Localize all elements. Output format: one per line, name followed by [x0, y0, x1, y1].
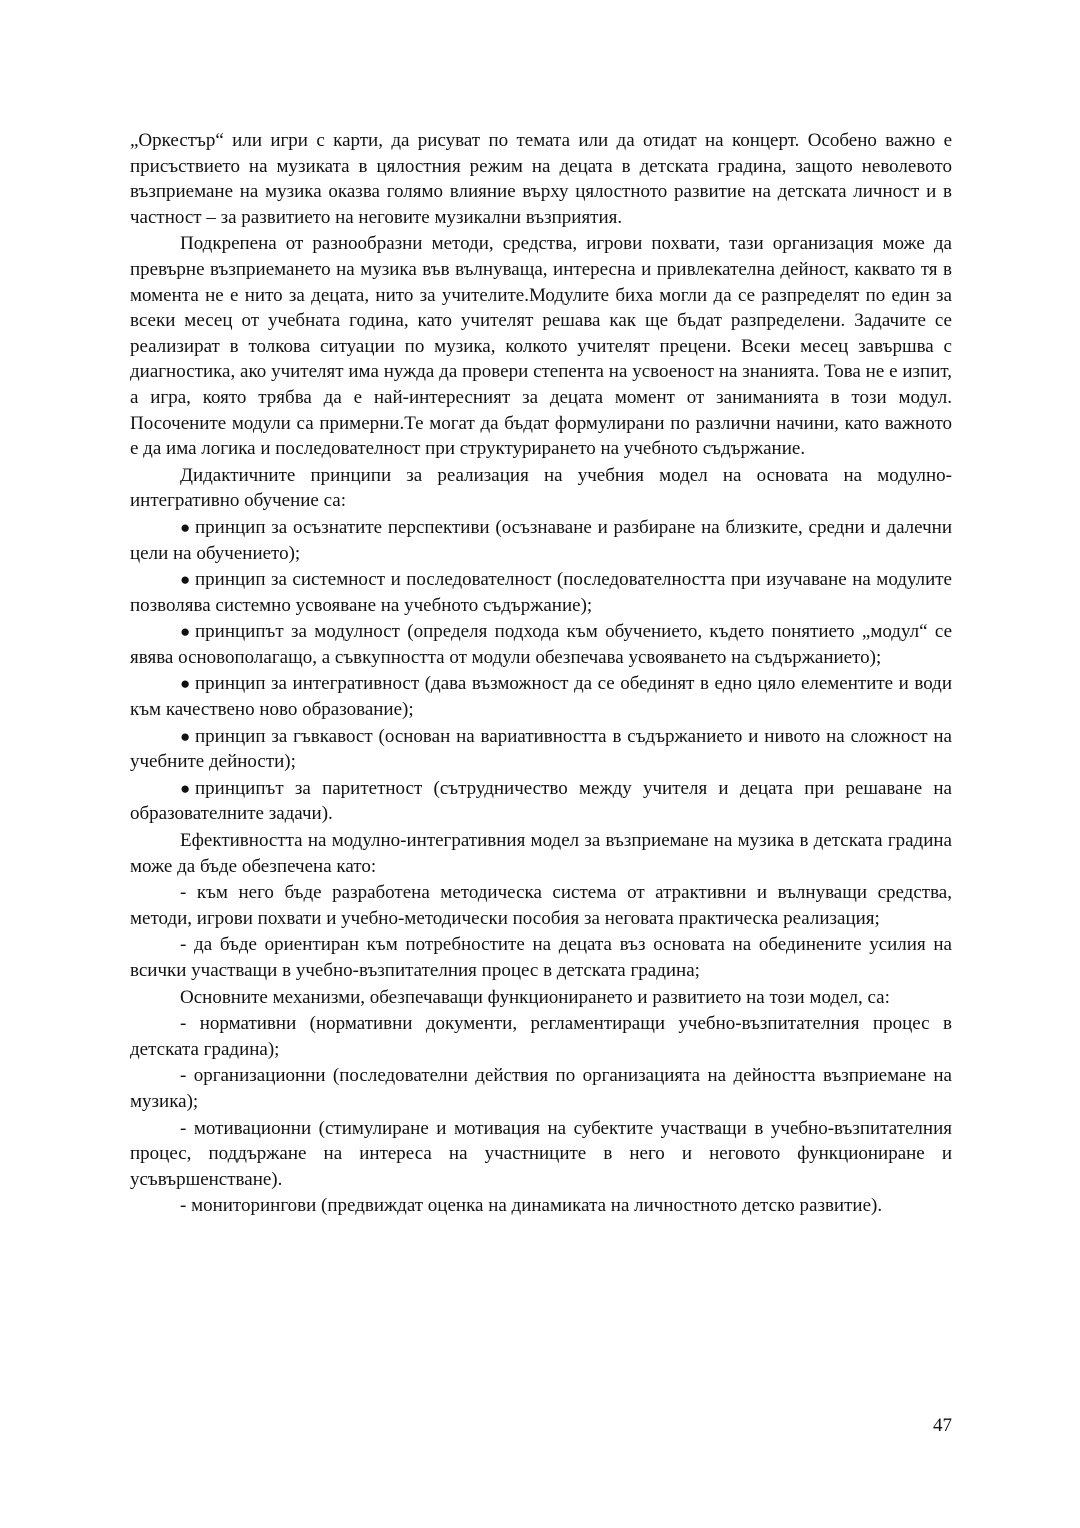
list-item-principle-integrativity [130, 671, 952, 722]
list-item-motivational: - мотивационни (стимулиране и мотивация на субектите участващи в учебно-възпитателния процес, поддържане на интереса на участниците в него и неговото функциониране и усъвършенстване). [130, 1117, 952, 1190]
list-item-text: принцип за системност и последователност (последователността при изучаване на модулите позволява системно усвояване на учебното съдържание); [130, 569, 952, 616]
paragraph-mechanisms-intro: Основните механизми, обезпечаващи функционирането и развитието на този модел, са: [180, 986, 890, 1008]
list-item-principle-parity [130, 776, 952, 827]
paragraph-modules-organization: Подкрепена от разнообразни методи, средства, игрови похвати, тази организация може да превърне възприемането на музика във вълнуваща, интересна и привлекателна дейност, каквато тя в момента не е нито за децата, нито за учителите.Модулите биха могли да се разпределят по един за всеки месец от учебната година, като учителят решава как ще бъдат разпределени. Задачите се реализират в толкова ситуации по музика, колкото учителят прецени. Всеки месец завършва с диагностика, ако учителят има нужда да провери степента на усвоеност на знанията. Това не е изпит, а игра, която трябва да е най-интересният за децата момент от заниманията в този модул. Посочените модули са примерни.Те могат да бъдат формулирани по различни начини, като важното е да има логика и последователност при структурирането на учебното съдържание. [130, 233, 952, 460]
list-item-principle-modularity [130, 619, 952, 670]
list-item-principle-flexibility [130, 724, 952, 775]
list-item-text: принципът за паритетност (сътрудничество между учителя и децата при решаване на образователните задачи). [130, 777, 952, 825]
paragraph-model-effectiveness: Ефективността на модулно-интегративния модел за възприемане на музика в детската градина може да бъде обезпечена като: [130, 830, 952, 877]
bullet-dot-icon: ● [180, 726, 191, 746]
list-item-child-needs: - да бъде ориентиран към потребностите на децата въз основата на обединените усилия на всички участващи в учебно-възпитателния процес в детската градина; [130, 934, 952, 981]
page-number: 47 [933, 1415, 952, 1436]
list-item-monitoring: - мониторингови (предвиждат оценка на динамиката на личностното детско развитие). [180, 1195, 883, 1217]
bullet-dot-icon: ● [180, 517, 191, 537]
list-item-text: принципът за модулност (определя подхода към обучението, където понятието „модул“ се явява основополагащо, а съвкупността от модули обезпечава усвояването на съдържанието); [130, 621, 952, 668]
list-item-text: принцип за интегративност (дава възможност да се обединят в едно цяло елементите и води към качествено ново образование); [130, 673, 952, 721]
bullet-dot-icon: ● [180, 778, 191, 798]
list-item-text: принцип за гъвкавост (основан на вариативността в съдържанието и нивото на сложност на учебните дейности); [130, 725, 952, 773]
paragraph-didactic-principles-intro: Дидактичните принципи за реализация на учебния модел на основата на модулно-интегративно обучение са: [130, 464, 952, 512]
bullet-dot-icon: ● [180, 674, 191, 694]
list-item-methodical-system: - към него бъде разработена методическа система от атрактивни и вълнуващи средства, методи, игрови похвати и учебно-методически пособия за неговата практическа реализация; [130, 882, 952, 929]
list-item-organizational: - организационни (последователни действия по организацията на дейността възприемане на музика); [130, 1065, 952, 1112]
list-item-principle-systematic [130, 567, 952, 618]
bullet-dot-icon: ● [180, 570, 191, 590]
list-item-text: принцип за осъзнатите перспективи (осъзнаване и разбиране на близките, средни и далечни цели на обучението); [130, 516, 952, 564]
document-page [130, 128, 952, 1219]
bullet-dot-icon: ● [180, 622, 191, 642]
list-item-principle-perspectives [130, 515, 952, 566]
paragraph-continuation: „Оркестър“ или игри с карти, да рисуват по темата или да отидат на концерт. Особено важно е присъствието на музиката в цялостния режим на децата в детската градина, защото неволевото възприемане на музика оказва голямо влияние върху цялостното развитие на детската личност и в частност – за развитието на неговите музикални възприятия. [130, 130, 952, 228]
list-item-normative: - нормативни (нормативни документи, регламентиращи учебно-възпитателния процес в детската градина); [130, 1013, 952, 1060]
